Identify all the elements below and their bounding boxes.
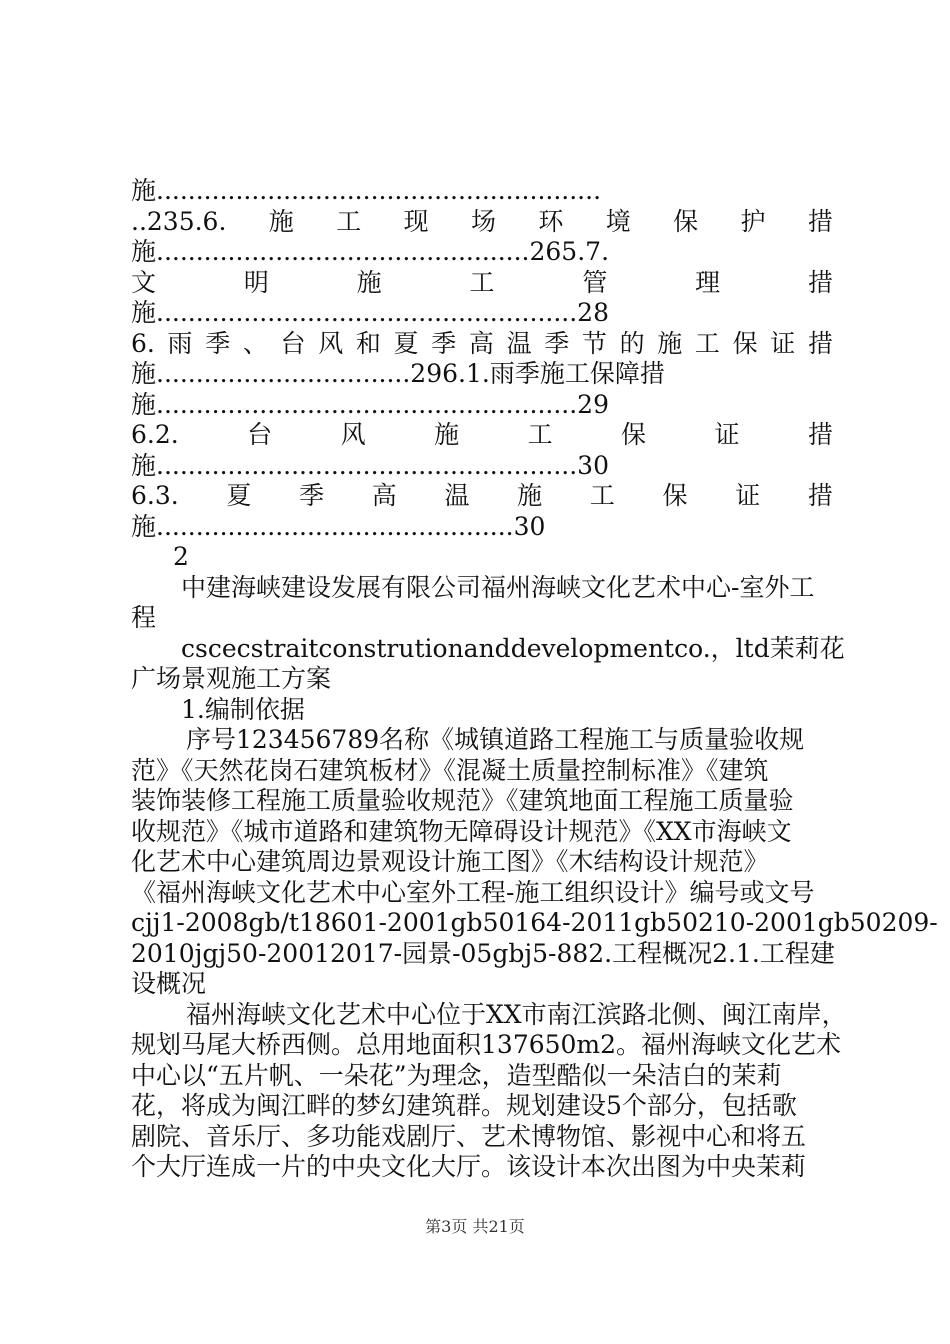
header-company-line: 程 xyxy=(131,603,157,632)
toc-glyph: 境 xyxy=(605,206,631,236)
toc-line: 施...............................................265.7. xyxy=(131,237,610,266)
toc-glyph: 温 xyxy=(506,328,532,358)
toc-glyph: 雨 xyxy=(167,328,193,358)
paragraph-line: 剧院、音乐厅、多功能戏剧厅、艺术博物馆、影视中心和将五 xyxy=(131,1121,807,1151)
toc-glyph: 的 xyxy=(619,328,645,358)
toc-glyph: 、 xyxy=(242,328,268,358)
toc-glyph: 季 xyxy=(544,328,570,358)
toc-glyph: 6. xyxy=(131,328,155,358)
toc-line xyxy=(131,207,833,238)
toc-glyph: 场 xyxy=(470,206,496,236)
toc-glyph: 明 xyxy=(243,267,269,297)
paragraph-line: 序号123456789名称《城镇道路工程施工与质量验收规 xyxy=(186,725,805,754)
section-heading: 1.编制依据 xyxy=(181,694,305,724)
paragraph-line: 设概况 xyxy=(131,969,207,998)
toc-glyph: 节 xyxy=(581,328,607,358)
toc-glyph: 护 xyxy=(740,206,766,236)
toc-glyph: 保 xyxy=(673,206,699,236)
toc-glyph: 措 xyxy=(807,328,833,358)
toc-glyph: 季 xyxy=(431,328,457,358)
paragraph-line: 福州海峡文化艺术中心位于XX市南江滨路北侧、闽江南岸， xyxy=(186,999,847,1029)
toc-glyph: 措 xyxy=(807,206,833,236)
header-title-line: 广场景观施工方案 xyxy=(131,664,332,693)
toc-glyph: 施 xyxy=(356,267,382,297)
toc-line: 施.....................................................28 xyxy=(131,298,609,327)
toc-glyph: 工 xyxy=(527,420,553,449)
header-company-line: 中建海峡建设发展有限公司福州海峡文化艺术中心-室外工 xyxy=(181,572,815,602)
toc-glyph: 保 xyxy=(621,420,647,449)
paragraph-line: 2010jgj50-20012017-园景-05gbj5-882.工程概况2.1.工程建 xyxy=(131,938,835,968)
toc-line: 施........................................................ xyxy=(131,176,602,205)
paragraph-line: 装饰装修工程施工质量验收规范》《建筑地面工程施工质量验 xyxy=(131,786,794,815)
toc-glyph: 工 xyxy=(589,481,615,510)
paragraph-line: cjj1-2008gb/t18601-2001gb50164-2011gb50210-2001gb50209- xyxy=(131,908,938,937)
toc-glyph: 证 xyxy=(735,481,761,510)
toc-line: 施.....................................................30 xyxy=(131,450,609,480)
toc-line xyxy=(131,420,833,451)
toc-glyph: 高 xyxy=(371,481,397,510)
toc-glyph: 措 xyxy=(807,267,833,297)
toc-line: 施................................296.1.雨季施工保障措 xyxy=(131,359,665,388)
document-text xyxy=(131,176,938,1183)
toc-line xyxy=(131,329,833,360)
paragraph-line: 化艺术中心建筑周边景观设计施工图》《木结构设计规范》 xyxy=(131,847,769,876)
toc-glyph: 工 xyxy=(694,328,720,358)
toc-glyph: 证 xyxy=(770,328,796,358)
toc-glyph: 环 xyxy=(538,206,564,236)
toc-glyph: 保 xyxy=(662,481,688,510)
page-footer xyxy=(0,1214,950,1237)
toc-glyph: 工 xyxy=(336,206,362,236)
toc-glyph: 高 xyxy=(468,328,494,358)
toc-glyph: 夏 xyxy=(226,481,252,510)
toc-glyph: 6.2. xyxy=(131,420,179,449)
toc-glyph: 6.3. xyxy=(131,481,179,510)
paragraph-line: 个大厅连成一片的中央文化大厅。该设计本次出图为中央茉莉 xyxy=(131,1152,807,1181)
page-number-inline: 2 xyxy=(173,542,189,571)
toc-glyph: 风 xyxy=(340,420,366,449)
toc-glyph: 保 xyxy=(732,328,758,358)
page-counter: 第3页 共21页 xyxy=(425,1217,525,1236)
toc-glyph: 工 xyxy=(469,267,495,297)
toc-glyph: 施 xyxy=(517,481,543,510)
toc-glyph: 季 xyxy=(205,328,231,358)
toc-glyph: 风 xyxy=(318,328,344,358)
toc-glyph: 理 xyxy=(695,267,721,297)
toc-glyph: 措 xyxy=(807,420,833,449)
toc-line xyxy=(131,481,833,512)
toc-glyph: 施 xyxy=(657,328,683,358)
toc-glyph: 台 xyxy=(247,420,273,449)
toc-line: 施.............................................30 xyxy=(131,511,546,541)
toc-line xyxy=(131,268,833,299)
header-english-line: cscecstraitconstrutionanddevelopmentco.，ltd茉莉花 xyxy=(181,633,845,663)
toc-glyph: 温 xyxy=(444,481,470,510)
toc-glyph: 管 xyxy=(582,267,608,297)
toc-glyph: 证 xyxy=(714,420,740,449)
toc-glyph: 措 xyxy=(807,481,833,510)
toc-glyph: 台 xyxy=(280,328,306,358)
paragraph-line: 收规范》《城市道路和建筑物无障碍设计规范》《XX市海峡文 xyxy=(131,816,792,846)
toc-glyph: ..235.6. xyxy=(131,206,227,236)
paragraph-line: 范》《天然花岗石建筑板材》《混凝土质量控制标准》《建筑 xyxy=(131,755,769,785)
toc-glyph: 施 xyxy=(268,206,294,236)
toc-line: 施.....................................................29 xyxy=(131,389,609,419)
toc-glyph: 文 xyxy=(131,267,157,297)
paragraph-line: 《福州海峡文化艺术中心室外工程-施工组织设计》编号或文号 xyxy=(131,877,815,907)
toc-glyph: 现 xyxy=(403,206,429,236)
paragraph-line: 中心以“五片帆、一朵花”为理念，造型酷似一朵洁白的茉莉 xyxy=(131,1060,782,1090)
paragraph-line: 花，将成为闽江畔的梦幻建筑群。规划建设5个部分，包括歌 xyxy=(131,1091,797,1120)
toc-glyph: 和 xyxy=(355,328,381,358)
paragraph-line: 规划马尾大桥西侧。总用地面积137650m2。福州海峡文化艺术 xyxy=(131,1030,842,1059)
toc-glyph: 施 xyxy=(434,420,460,449)
toc-glyph: 夏 xyxy=(393,328,419,358)
toc-glyph: 季 xyxy=(299,481,325,510)
